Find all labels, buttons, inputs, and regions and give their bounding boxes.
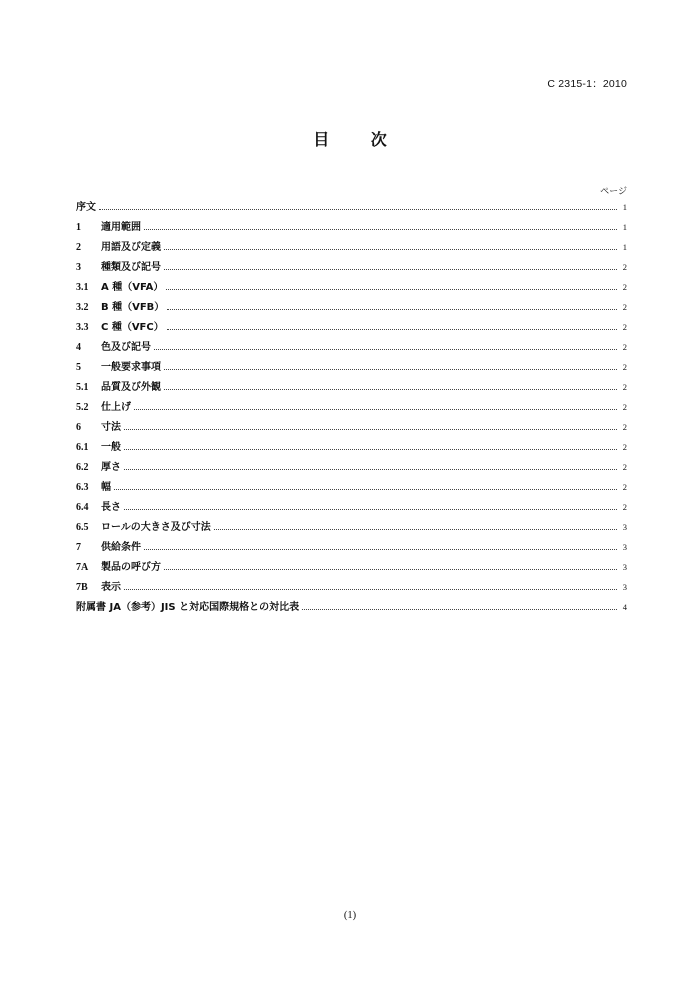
toc-entry[interactable] xyxy=(76,218,627,238)
toc-entry[interactable] xyxy=(76,238,627,258)
toc-entry-page: 1 xyxy=(622,242,627,252)
toc-entry-number: 4 xyxy=(76,342,81,353)
toc-entry[interactable] xyxy=(76,478,627,498)
toc-entry-page: 2 xyxy=(622,502,627,512)
toc-entry-page: 1 xyxy=(622,202,627,212)
toc-dot-leader xyxy=(124,448,617,450)
toc-entry-label: 供給条件 xyxy=(101,542,141,553)
toc-entry-number: 6.1 xyxy=(76,442,89,453)
toc-entry-page: 2 xyxy=(622,462,627,472)
toc-entry-label: 寸法 xyxy=(101,422,121,433)
page-column-label: ページ xyxy=(600,187,627,197)
toc-dot-leader xyxy=(124,428,617,430)
toc-entry-label: 仕上げ xyxy=(101,402,131,413)
toc-entry-label: 製品の呼び方 xyxy=(101,562,161,573)
toc-entry-page: 1 xyxy=(622,222,627,232)
toc-entry-label: 幅 xyxy=(101,482,111,493)
toc-entry-number: 3 xyxy=(76,262,81,273)
toc-entry-number: 6.2 xyxy=(76,462,89,473)
toc-entry-page: 2 xyxy=(622,342,627,352)
toc-entry-page: 4 xyxy=(622,602,627,612)
toc-entry-number: 7B xyxy=(76,582,88,593)
toc-entry-page: 2 xyxy=(622,442,627,452)
toc-entry-label: 適用範囲 xyxy=(101,222,141,233)
toc-entry[interactable] xyxy=(76,278,627,298)
toc-entry[interactable] xyxy=(76,438,627,458)
toc-entry[interactable] xyxy=(76,418,627,438)
toc-entry-number: 6 xyxy=(76,422,81,433)
toc-entry-number: 5.2 xyxy=(76,402,89,413)
toc-entry[interactable] xyxy=(76,378,627,398)
document-number: C 2315-1：2010 xyxy=(547,78,627,90)
toc-entry-page: 2 xyxy=(622,402,627,412)
toc-entry[interactable] xyxy=(76,538,627,558)
toc-entry-number: 1 xyxy=(76,222,81,233)
toc-entry-number: 6.5 xyxy=(76,522,89,533)
toc-entry-number: 6.4 xyxy=(76,502,89,513)
toc-entry[interactable] xyxy=(76,398,627,418)
toc-entry-label: 色及び記号 xyxy=(101,342,151,353)
toc-entry-page: 2 xyxy=(622,262,627,272)
toc-dot-leader xyxy=(134,408,617,410)
toc-entry-page: 2 xyxy=(622,382,627,392)
toc-entry-label: 一般 xyxy=(101,442,121,453)
toc-dot-leader xyxy=(214,528,617,530)
toc-entry-number: 7A xyxy=(76,562,89,573)
toc-dot-leader xyxy=(99,208,617,210)
toc-entry-label: 用語及び定義 xyxy=(101,242,161,253)
toc-entry-label: 一般要求事項 xyxy=(101,362,161,373)
toc-dot-leader xyxy=(144,228,617,230)
toc-entry-label: 厚さ xyxy=(101,462,121,473)
toc-entry-number: 6.3 xyxy=(76,482,89,493)
toc-dot-leader xyxy=(164,568,617,570)
toc-dot-leader xyxy=(114,488,617,490)
toc-entry-page: 2 xyxy=(622,422,627,432)
toc-entry-number: 5 xyxy=(76,362,81,373)
toc-entry-label: 長さ xyxy=(101,502,121,513)
toc-dot-leader xyxy=(167,328,617,330)
toc-entry-label: 表示 xyxy=(101,582,121,593)
toc-entry[interactable] xyxy=(76,578,627,598)
toc-entry-label: B 種（VFB） xyxy=(101,302,165,313)
toc-entry[interactable] xyxy=(76,318,627,338)
toc-entry[interactable] xyxy=(76,458,627,478)
toc-dot-leader xyxy=(302,608,617,610)
toc-entry-number: 5.1 xyxy=(76,382,89,393)
toc-entry-page: 2 xyxy=(622,362,627,372)
toc-dot-leader xyxy=(124,468,617,470)
toc-entry-page: 3 xyxy=(622,582,627,592)
toc-entry-label: C 種（VFC） xyxy=(101,322,164,333)
toc-entry[interactable] xyxy=(76,198,627,218)
table-of-contents xyxy=(76,198,627,618)
toc-entry[interactable] xyxy=(76,498,627,518)
toc-entry[interactable] xyxy=(76,598,627,618)
toc-entry-number: 3.3 xyxy=(76,322,89,333)
toc-entry-number: 3.1 xyxy=(76,282,89,293)
toc-entry[interactable] xyxy=(76,298,627,318)
toc-entry[interactable] xyxy=(76,258,627,278)
toc-dot-leader xyxy=(164,388,617,390)
toc-entry-page: 3 xyxy=(622,522,627,532)
toc-dot-leader xyxy=(164,368,617,370)
toc-dot-leader xyxy=(164,248,617,250)
toc-entry-label: 序文 xyxy=(76,202,96,213)
toc-entry-number: 3.2 xyxy=(76,302,89,313)
toc-entry-number: 2 xyxy=(76,242,81,253)
toc-entry-page: 2 xyxy=(622,302,627,312)
toc-entry-label: 附属書 JA（参考）JIS と対応国際規格との対比表 xyxy=(76,602,300,613)
toc-entry[interactable] xyxy=(76,558,627,578)
toc-dot-leader xyxy=(164,268,617,270)
toc-entry-label: 種類及び記号 xyxy=(101,262,161,273)
footer-page-number: (1) xyxy=(343,910,357,921)
toc-entry-page: 3 xyxy=(622,562,627,572)
toc-entry-page: 2 xyxy=(622,322,627,332)
toc-entry[interactable] xyxy=(76,358,627,378)
toc-entry-label: ロールの大きさ及び寸法 xyxy=(101,522,211,533)
toc-entry[interactable] xyxy=(76,338,627,358)
page-title: 目 次 xyxy=(313,130,405,149)
toc-entry[interactable] xyxy=(76,518,627,538)
toc-entry-page: 3 xyxy=(622,542,627,552)
toc-entry-label: A 種（VFA） xyxy=(101,282,164,293)
toc-dot-leader xyxy=(124,508,617,510)
toc-entry-label: 品質及び外観 xyxy=(101,382,161,393)
toc-entry-number: 7 xyxy=(76,542,81,553)
toc-dot-leader xyxy=(154,348,617,350)
toc-dot-leader xyxy=(124,588,617,590)
toc-dot-leader xyxy=(166,288,617,290)
toc-dot-leader xyxy=(144,548,617,550)
toc-dot-leader xyxy=(167,308,617,310)
toc-entry-page: 2 xyxy=(622,482,627,492)
toc-entry-page: 2 xyxy=(622,282,627,292)
